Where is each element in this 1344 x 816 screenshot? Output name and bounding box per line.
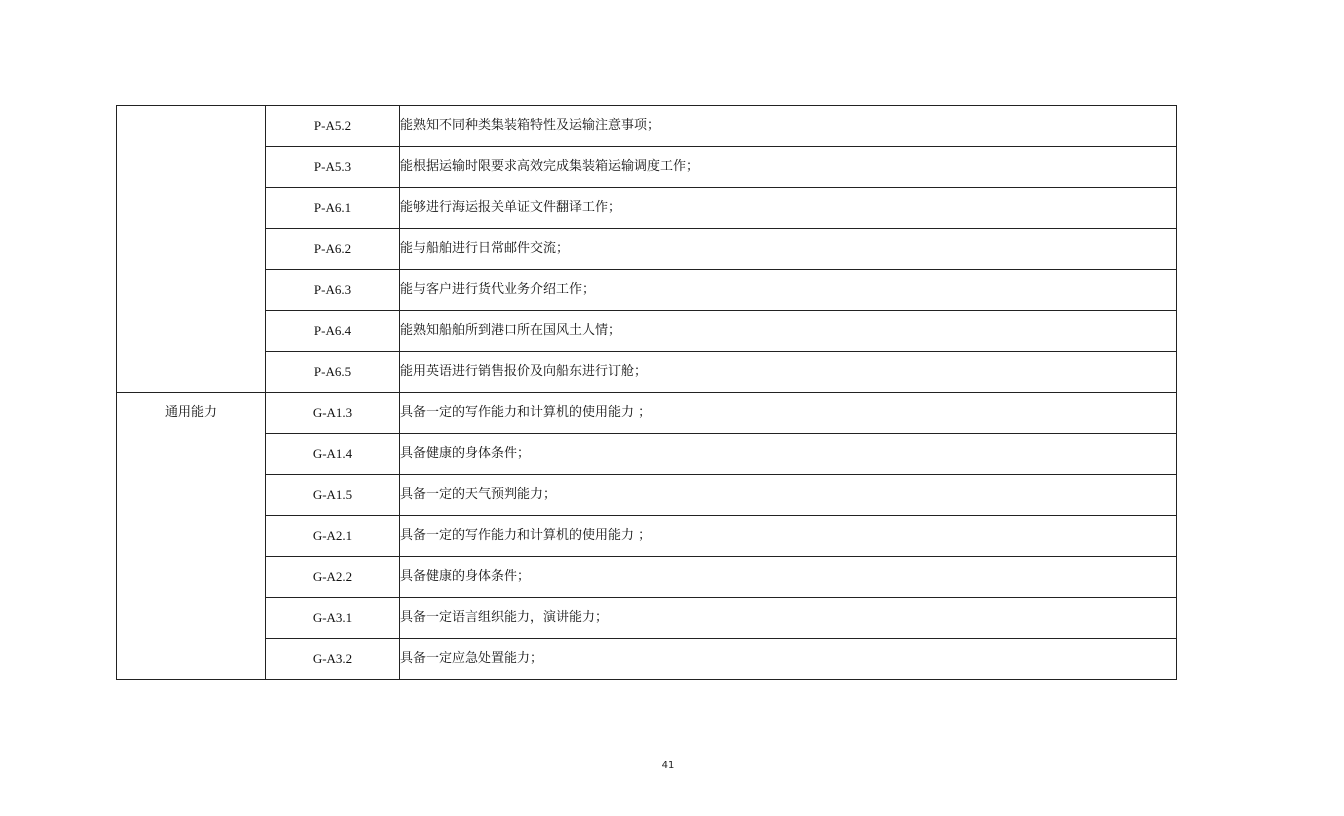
ability-code: G-A3.2 bbox=[266, 639, 400, 680]
ability-code: G-A2.1 bbox=[266, 516, 400, 557]
ability-code: G-A1.3 bbox=[266, 393, 400, 434]
ability-code: P-A6.4 bbox=[266, 311, 400, 352]
ability-description: 能与船舶进行日常邮件交流； bbox=[400, 229, 1177, 270]
ability-table bbox=[116, 105, 1177, 680]
ability-code: G-A2.2 bbox=[266, 557, 400, 598]
table-row bbox=[117, 311, 1177, 352]
ability-code: P-A6.5 bbox=[266, 352, 400, 393]
table-row bbox=[117, 598, 1177, 639]
table-row bbox=[117, 639, 1177, 680]
category-cell-general: 通用能力 bbox=[117, 393, 266, 680]
ability-description: 具备一定的写作能力和计算机的使用能力 ； bbox=[400, 516, 1177, 557]
ability-description: 具备健康的身体条件； bbox=[400, 434, 1177, 475]
table-row bbox=[117, 352, 1177, 393]
table-row bbox=[117, 188, 1177, 229]
page-number: 41 bbox=[661, 760, 675, 771]
ability-code: G-A1.5 bbox=[266, 475, 400, 516]
ability-code: P-A5.2 bbox=[266, 106, 400, 147]
ability-description: 具备一定应急处置能力； bbox=[400, 639, 1177, 680]
table-row bbox=[117, 270, 1177, 311]
table-row bbox=[117, 475, 1177, 516]
ability-description: 能熟知船舶所到港口所在国风土人情； bbox=[400, 311, 1177, 352]
table-row bbox=[117, 147, 1177, 188]
ability-description: 能根据运输时限要求高效完成集装箱运输调度工作； bbox=[400, 147, 1177, 188]
ability-description: 能与客户进行货代业务介绍工作； bbox=[400, 270, 1177, 311]
ability-description: 能够进行海运报关单证文件翻译工作； bbox=[400, 188, 1177, 229]
ability-description: 具备一定的写作能力和计算机的使用能力 ； bbox=[400, 393, 1177, 434]
category-cell-previous bbox=[117, 106, 266, 393]
table-row bbox=[117, 516, 1177, 557]
ability-code: P-A6.1 bbox=[266, 188, 400, 229]
ability-code: P-A5.3 bbox=[266, 147, 400, 188]
ability-description: 具备一定的天气预判能力； bbox=[400, 475, 1177, 516]
ability-code: P-A6.3 bbox=[266, 270, 400, 311]
table-row bbox=[117, 106, 1177, 147]
ability-code: G-A3.1 bbox=[266, 598, 400, 639]
table-row bbox=[117, 557, 1177, 598]
ability-description: 具备健康的身体条件； bbox=[400, 557, 1177, 598]
table-row bbox=[117, 434, 1177, 475]
ability-description: 具备一定语言组织能力，演讲能力； bbox=[400, 598, 1177, 639]
ability-code: P-A6.2 bbox=[266, 229, 400, 270]
ability-description: 能熟知不同种类集装箱特性及运输注意事项； bbox=[400, 106, 1177, 147]
table-row bbox=[117, 229, 1177, 270]
ability-description: 能用英语进行销售报价及向船东进行订舱； bbox=[400, 352, 1177, 393]
ability-code: G-A1.4 bbox=[266, 434, 400, 475]
table-row bbox=[117, 393, 1177, 434]
